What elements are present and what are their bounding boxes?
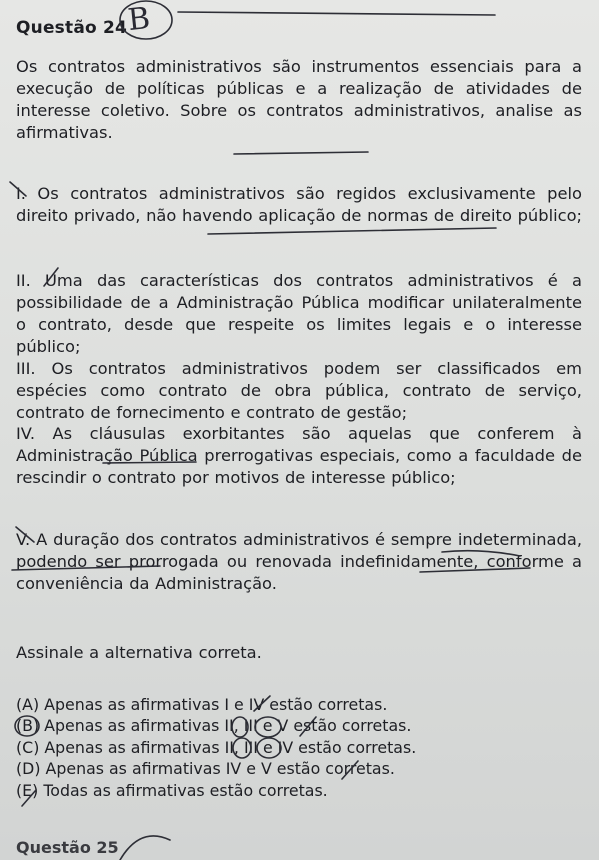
question-intro: Os contratos administrativos são instrumentos essenciais para a execução de políticas públicas e a realização de atividades de interesse coletivo. Sobre os contratos administrativos, analise as afirmativas. bbox=[16, 57, 582, 142]
statement-5: V. A duração dos contratos administrativos é sempre indeterminada, podendo ser prorrogada ou renovada indefinidamente, conforme a conveniência da Administração. bbox=[16, 530, 582, 593]
question-prompt: Assinale a alternativa correta. bbox=[16, 643, 262, 662]
heading-rule-mark bbox=[178, 12, 495, 15]
option-d[interactable]: (D) Apenas as afirmativas IV e V estão corretas. bbox=[16, 759, 395, 779]
option-e[interactable]: (E) Todas as afirmativas estão corretas. bbox=[16, 780, 328, 800]
option-a[interactable]: (A) Apenas as afirmativas I e IV estão corretas. bbox=[16, 695, 388, 714]
option-c[interactable]: (C) Apenas as afirmativas II, III e IV estão corretas. bbox=[16, 737, 417, 757]
bottom-circle-mark bbox=[120, 836, 170, 860]
answer-options bbox=[16, 694, 582, 801]
option-b[interactable]: (B) Apenas as afirmativas II, III e V estão corretas. bbox=[16, 716, 412, 736]
statement-4: IV. As cláusulas exorbitantes são aquelas que conferem à Administração Pública prerrogativas especiais, como a faculdade de rescindir o contrato por motivos de interesse público; bbox=[16, 424, 582, 487]
statement-2: II. Uma das características dos contratos administrativos é a possibilidade de a Administração Pública modificar unilateralmente o contrato, desde que respeite os limites legais e o interesse público; bbox=[16, 271, 582, 356]
next-question-fragment: Questão 25 bbox=[16, 838, 119, 857]
question-title: Questão 24 bbox=[16, 18, 128, 38]
statement-1: I. Os contratos administrativos são regidos exclusivamente pelo direito privado, não havendo aplicação de normas de direito público; bbox=[16, 184, 583, 225]
statement-3: III. Os contratos administrativos podem ser classificados em espécies como contrato de obra pública, contrato de serviço, contrato de fornecimento e contrato de gestão; bbox=[16, 359, 582, 422]
privado-underline-mark bbox=[208, 228, 496, 234]
intro-underline-mark bbox=[234, 152, 368, 154]
handwritten-answer-mark: B bbox=[126, 0, 152, 39]
